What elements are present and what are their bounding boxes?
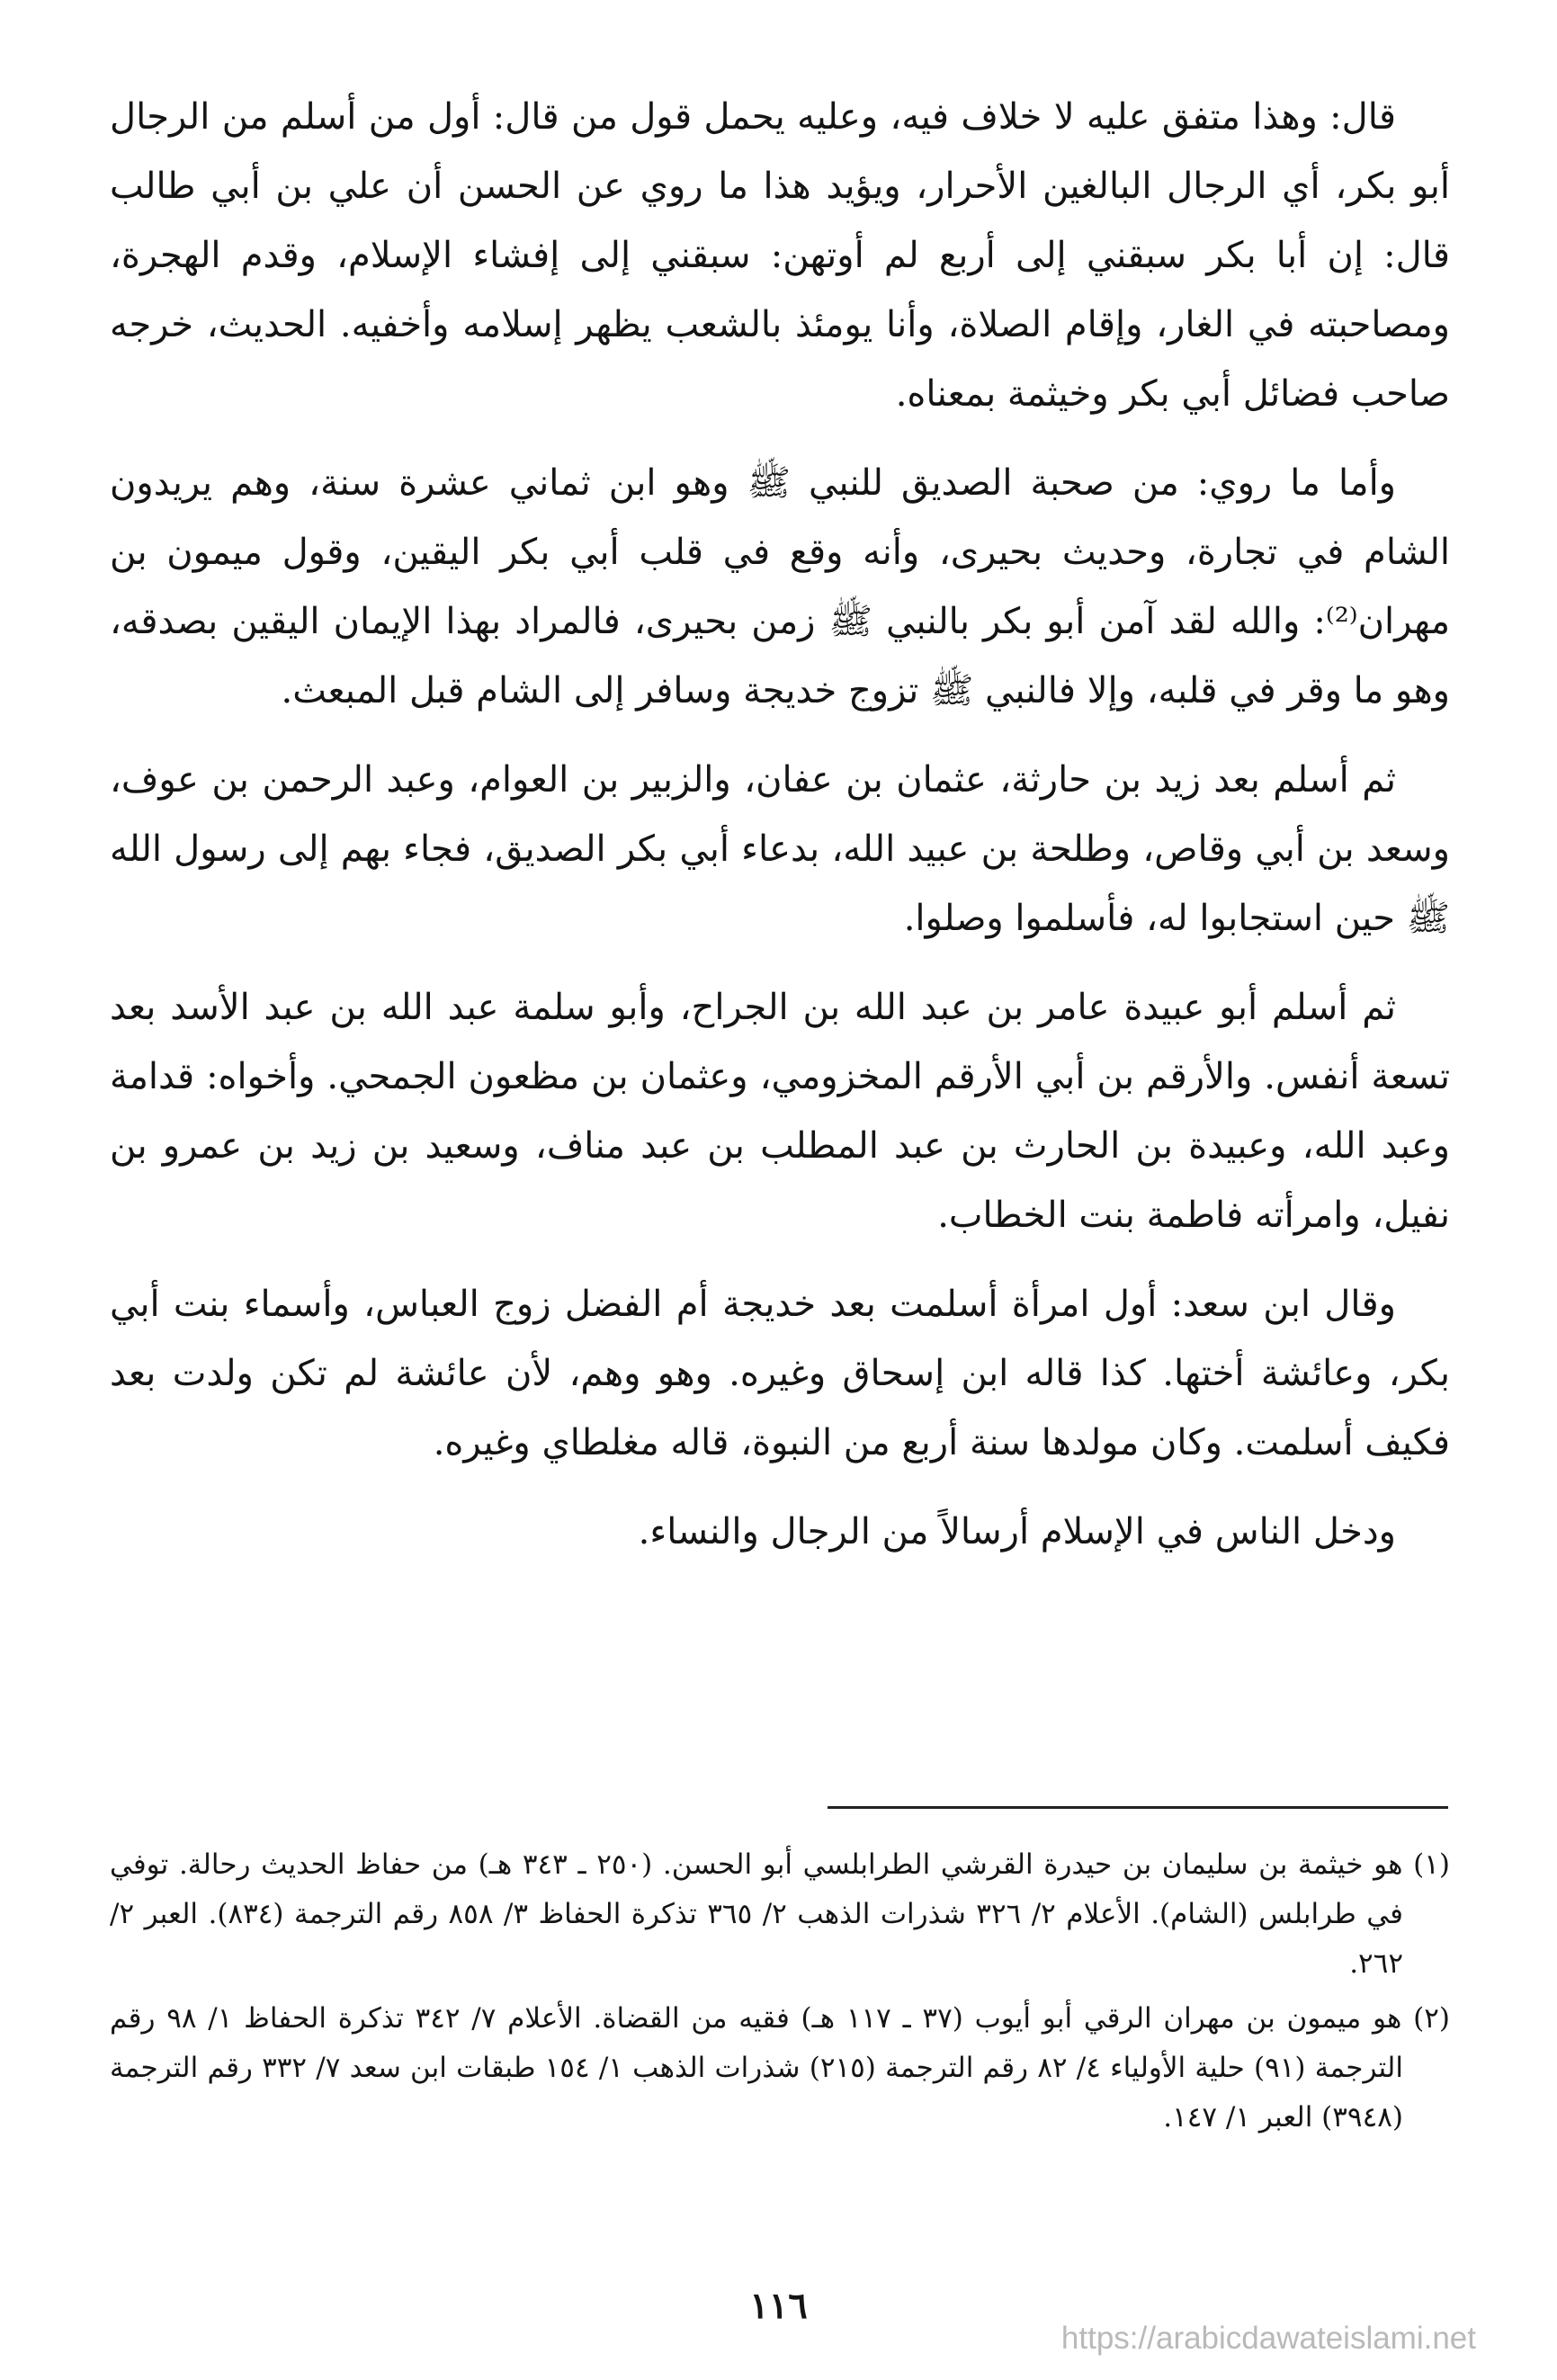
paragraph-6: ودخل الناس في الإسلام أرسالاً من الرجال والنساء. <box>638 1511 1396 1552</box>
paragraph-4: ثم أسلم أبو عبيدة عامر بن عبد الله بن الجراح، وأبو سلمة عبد الله بن عبد الأسد بعد تسعة أنفس. والأرقم بن أبي الأرقم المخزومي، وعثمان بن مظعون الجمحي. وأخواه: قدامة وعبد الله، وعبيدة بن الحارث بن عبد المطلب بن عبد مناف، وسعيد بن زيد بن عمرو بن نفيل، وامرأته فاطمة بنت الخطاب. <box>110 987 1450 1236</box>
page-number: ١١٦ <box>749 2285 808 2327</box>
paragraph-3: ثم أسلم بعد زيد بن حارثة، عثمان بن عفان، والزبير بن العوام، وعبد الرحمن بن عوف، وسعد بن أبي وقاص، وطلحة بن عبيد الله، بدعاء أبي بكر الصديق، فجاء بهم إلى رسول الله ﷺ حين استجابوا له، فأسلموا وصلوا. <box>110 759 1450 939</box>
paragraph-1: قال: وهذا متفق عليه لا خلاف فيه، وعليه يحمل قول من قال: أول من أسلم من الرجال أبو بكر، أي الرجال البالغين الأحرار، ويؤيد هذا ما روي عن الحسن أن علي بن أبي طالب قال: إن أبا بكر سبقني إلى أربع لم أوتهن: سبقني إلى إفشاء الإسلام، وقدم الهجرة، ومصاحبته في الغار، وإقام الصلاة، وأنا يومئذ بالشعب يظهر إسلامه وأخفيه. الحديث، خرجه صاحب فضائل أبي بكر وخيثمة بمعناه. <box>110 96 1450 415</box>
footnote-separator <box>828 1806 1448 1809</box>
watermark-url: https://arabicdawateislami.net <box>1060 2321 1476 2356</box>
footnotes-section <box>110 1840 1450 2148</box>
paragraph-5: وقال ابن سعد: أول امرأة أسلمت بعد خديجة أم الفضل زوج العباس، وأسماء بنت أبي بكر، وعائشة أختها. كذا قاله ابن إسحاق وغيره. وهو وهم، لأن عائشة لم تكن ولدت بعد فكيف أسلمت. وكان مولدها سنة أربع من النبوة، قاله مغلطاي وغيره. <box>110 1284 1450 1463</box>
paragraph-2: وأما ما روي: من صحبة الصديق للنبي ﷺ وهو ابن ثماني عشرة سنة، وهم يريدون الشام في تجارة، وحديث بحيرى، وأنه وقع في قلب أبي بكر اليقين، وقول ميمون بن مهران⁽²⁾: والله لقد آمن أبو بكر بالنبي ﷺ زمن بحيرى، فالمراد بهذا الإيمان اليقين بصدقه، وهو ما وقر في قلبه، وإلا فالنبي ﷺ تزوج خديجة وسافر إلى الشام قبل المبعث. <box>110 462 1450 711</box>
footnote-1: (١) هو خيثمة بن سليمان بن حيدرة القرشي الطرابلسي أبو الحسن. (٢٥٠ ـ ٣٤٣ هـ) من حفاظ الحديث رحالة. توفي في طرابلس (الشام). الأعلام ٢/ ٣٢٦ شذرات الذهب ٢/ ٣٦٥ تذكرة الحفاظ ٣/ ٨٥٨ رقم الترجمة (٨٣٤). العبر ٢/ ٢٦٢. <box>110 1848 1450 1980</box>
footnote-2: (٢) هو ميمون بن مهران الرقي أبو أيوب (٣٧ ـ ١١٧ هـ) فقيه من القضاة. الأعلام ٧/ ٣٤٢ تذكرة الحفاظ ١/ ٩٨ رقم الترجمة (٩١) حلية الأولياء ٤/ ٨٢ رقم الترجمة (٢١٥) شذرات الذهب ١/ ١٥٤ طبقات ابن سعد ٧/ ٣٣٢ رقم الترجمة (٣٩٤٨) العبر ١/ ١٤٧. <box>110 2002 1450 2134</box>
main-text-body <box>110 83 1450 1587</box>
